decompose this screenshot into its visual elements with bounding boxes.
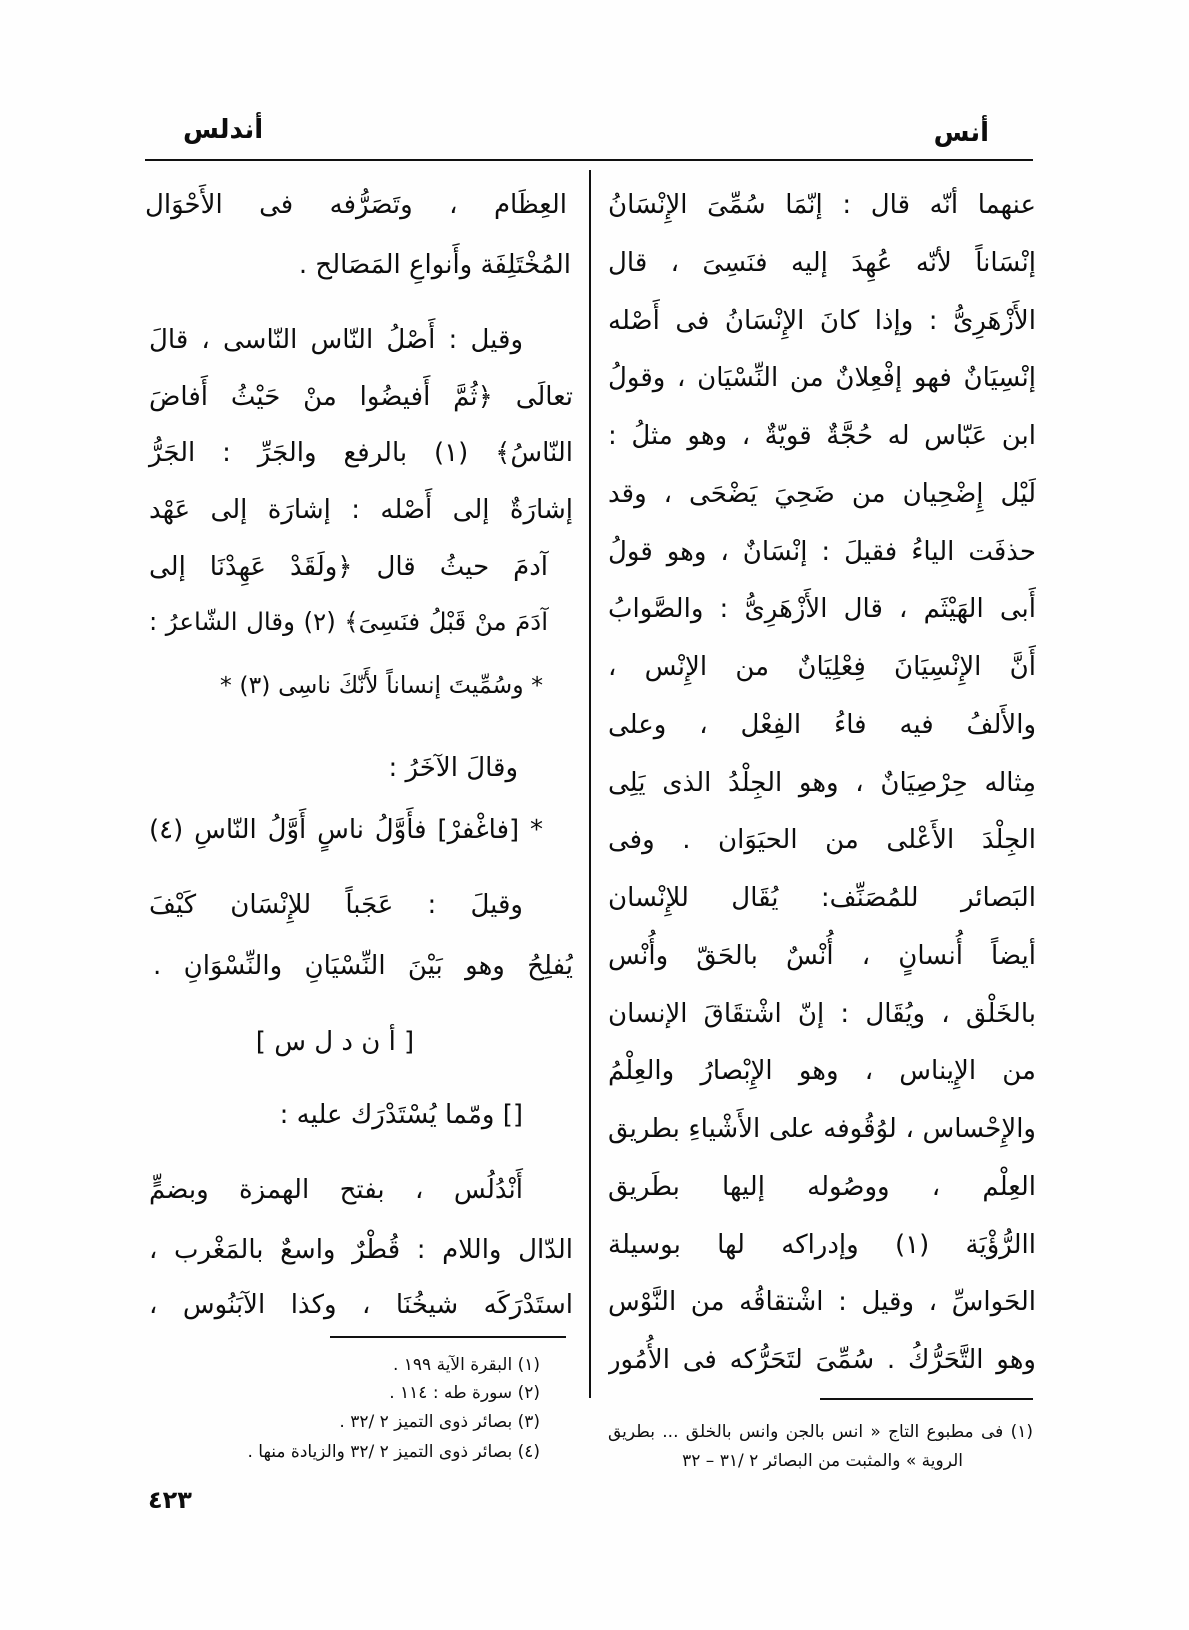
right-column-line: الحَواسِّ ، وقيل : اشْتقاقُه من النَّوْس [608, 1287, 1036, 1318]
footnote-continuation: الروية » والمثبت من البصائر ٢ /٣١ – ٣٢ [682, 1451, 963, 1471]
right-column-line: إنْسَاناً لأنّه عُهِدَ إليه فنَسِىَ ، قال [608, 247, 1036, 278]
right-column [608, 177, 1036, 1390]
page-number: ٤٢٣ [148, 1486, 192, 1514]
left-column-line: آدمَ حيثُ قال ﴿ولَقَدْ عَهِدْنَا إلى [149, 552, 548, 582]
right-column-line: الجِلْدَ الأَعْلى من الحيَوَان . وفى [608, 825, 1036, 856]
right-column-line: بالخَلْق ، ويُقَال : إنّ اشْتقَاقَ الإنسان [608, 998, 1036, 1029]
right-column-line: ابن عَبّاس له حُجَّةٌ قويّةٌ ، وهو مثلُ : [608, 421, 1036, 451]
entry-heading: [ أ ن د ل س ] [255, 1027, 415, 1057]
verse-line: * [فاغْفرْ] فأَوَّلُ ناسٍ أَوَّلُ النّاسِ (٤) [149, 815, 543, 845]
right-column-line: البَصائر للمُصَنِّف: يُقَال للإِنْسان [608, 883, 1036, 913]
right-column-line: عنهما أنّه قال : إنّمَا سُمِّىَ الإِنْسَانُ [608, 190, 1036, 220]
right-column-line: مِثاله حِرْصِيَانٌ ، وهو الجِلْدُ الذى يَلِى [608, 767, 1036, 798]
verse-line: * وسُمِّيتَ إنساناً لأَنّكَ ناسِى (٣) * [220, 671, 543, 699]
footnote: (٢) سورة طه : ١١٤ . [389, 1383, 540, 1403]
left-column-line: العِظَام ، وتَصَرُّفه فى الأَحْوَال [145, 190, 567, 220]
left-column-line: المُخْتَلِفَة وأَنواعِ المَصَالح . [298, 250, 571, 280]
left-column-line: النّاسُ﴾ (١) بالرفع والجَرِّ : الجَرُّ [149, 438, 573, 468]
right-column-line: أَنَّ الإِنْسِيَانَ فِعْلِيَانٌ من الإِنْس ، [608, 652, 1036, 682]
footnote: (١) البقرة الآية ١٩٩ . [392, 1355, 540, 1375]
right-column-line: االرُّؤْيَة (١) وإدراكه لها بوسيلة [608, 1229, 1036, 1260]
running-head-right: أنس [933, 118, 989, 148]
right-column-line: لَيْل إِضْحِيان من ضَحِيَ يَضْحَى ، وقد [608, 478, 1036, 509]
left-column-line: وقالَ الآخَرُ : [388, 753, 518, 783]
footnote: (٣) بصائر ذوى التميز ٢ /٣٢ . [339, 1412, 540, 1432]
right-column-line: والإِحْساس ، لوُقُوفه على الأَشْياءِ بطريق [608, 1114, 1036, 1144]
running-head-left: أندلس [183, 115, 264, 145]
left-column-line: آدَمَ منْ قَبْلُ فنَسِىَ﴾ (٢) وقال الشّاعرُ : [149, 607, 549, 636]
left-column-line: وقيلَ : عَجَباً للإِنْسَان كَيْفَ [149, 890, 523, 920]
right-column-line: أيضاً أُنسانٍ ، أُنْسٌ بالحَقّ وأُنْس [608, 940, 1036, 971]
right-column-line: وهو التَّحَرُّكُ . سُمِّىَ لتَحَرُّكه فى الأُمُور [608, 1345, 1036, 1375]
footnote: (٤) بصائر ذوى التميز ٢ /٣٢ والزيادة منها . [247, 1442, 540, 1462]
right-column-line: الأَزْهَرِىُّ : وإذا كانَ الإِنْسَانُ فى أَصْله [608, 305, 1036, 336]
left-column-line: يُفلِحُ وهو بَيْنَ النِّسْيَانِ والنِّسْوَانِ . [153, 951, 573, 981]
footnote-separator-right [820, 1398, 1033, 1400]
left-column-line: الدّال واللام : قُطْرٌ واسعٌ بالمَغْرب ، [149, 1235, 573, 1265]
left-column-line: تعالَى ﴿ثُمَّ أَفيضُوا منْ حَيْثُ أَفاضَ [149, 382, 573, 412]
left-column-line: استَدْرَكَه شيخُنَا ، وكذا الآبَنُوس ، [149, 1290, 573, 1320]
left-column-line: إشارَةٌ إلى أَصْله : إشارَة إلى عَهْد [149, 495, 573, 525]
left-column-line: [] ومّما يُسْتَدْرَك عليه : [279, 1100, 523, 1130]
right-column-line: حذفَت الياءُ فقيلَ : إنْسَانٌ ، وهو قولُ [608, 536, 1036, 567]
footnote: (١) فى مطبوع التاج « انس بالجن وانس بالخلق ... بطريق [608, 1422, 1033, 1442]
right-column-line: والأَلفُ فيه فاءُ الفِعْل ، وعلى [608, 709, 1036, 740]
right-column-line: من الإِيناس ، وهو الإِبْصارُ والعِلْمُ [608, 1056, 1036, 1087]
left-column-line: وقيل : أَصْلُ النّاس النّاسى ، قالَ [149, 325, 523, 355]
column-divider [589, 170, 591, 1398]
right-column-line: أَبى الهَيْثَم ، قال الأَزْهَرِىُّ : والصَّوابُ [608, 594, 1036, 625]
right-column-line: العِلْم ، ووصُوله إليها بطَريق [608, 1171, 1036, 1202]
right-column-line: إنْسِيَانٌ فهو إفْعِلانٌ من النِّسْيَان ، وقولُ [608, 363, 1036, 394]
left-column-line: أَنْدُلُس ، بفتح الهمزة وبضمٍّ [149, 1175, 523, 1205]
